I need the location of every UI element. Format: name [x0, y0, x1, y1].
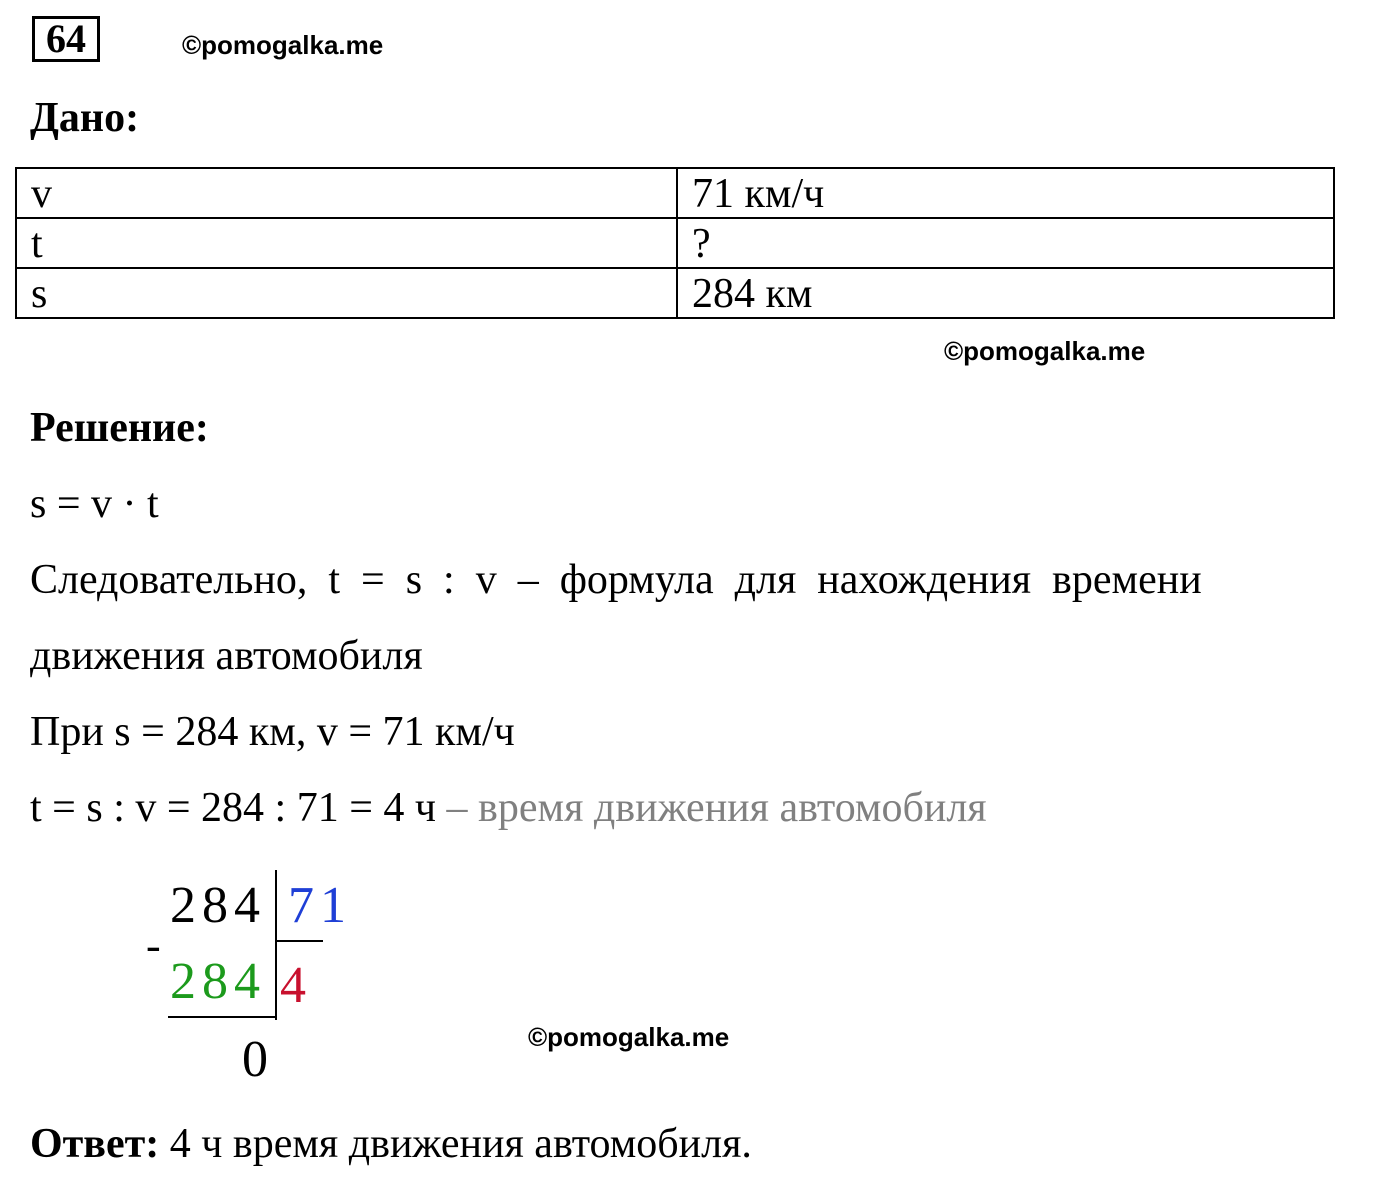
answer-line [30, 1120, 752, 1168]
table-row [16, 218, 1334, 268]
watermark-middle: ©pomogalka.me [944, 336, 1146, 366]
answer-text: 4 ч время движения автомобиля. [159, 1121, 752, 1167]
division-remainder: 0 [242, 1031, 274, 1088]
given-var-v: v [16, 168, 677, 218]
division-subtrahend: 284 [170, 953, 266, 1010]
task-number-box: 64 [32, 16, 100, 62]
solution-line-2: движения автомобиля [30, 633, 423, 679]
given-value-s: 284 км [677, 268, 1334, 318]
watermark-top: ©pomogalka.me [182, 30, 384, 60]
watermark-bottom: ©pomogalka.me [528, 1022, 730, 1052]
given-var-t: t [16, 218, 677, 268]
formula-line: s = v · t [30, 481, 159, 527]
division-quotient-line [275, 940, 323, 942]
result-expression: t = s : v = 284 : 71 = 4 ч [30, 785, 437, 831]
solution-line-4 [30, 784, 987, 832]
given-table [15, 167, 1335, 319]
given-value-v: 71 км/ч [677, 168, 1334, 218]
division-divisor: 71 [288, 877, 352, 934]
solution-heading: Решение: [30, 405, 209, 451]
division-vertical-line [275, 870, 277, 1020]
given-var-s: s [16, 268, 677, 318]
division-result-line [168, 1016, 276, 1018]
division-quotient: 4 [280, 957, 312, 1014]
answer-label: Ответ: [30, 1121, 160, 1167]
table-row [16, 168, 1334, 218]
given-heading: Дано: [30, 95, 140, 141]
solution-line-1: Следовательно, t = s : v – формула для нахождения времени [30, 557, 1202, 603]
given-value-t: ? [677, 218, 1334, 268]
solution-line-3: При s = 284 км, v = 71 км/ч [30, 709, 515, 755]
division-dividend: 284 [170, 877, 266, 934]
result-note: – время движения автомобиля [436, 785, 987, 831]
division-minus: - [146, 921, 161, 970]
table-row [16, 268, 1334, 318]
